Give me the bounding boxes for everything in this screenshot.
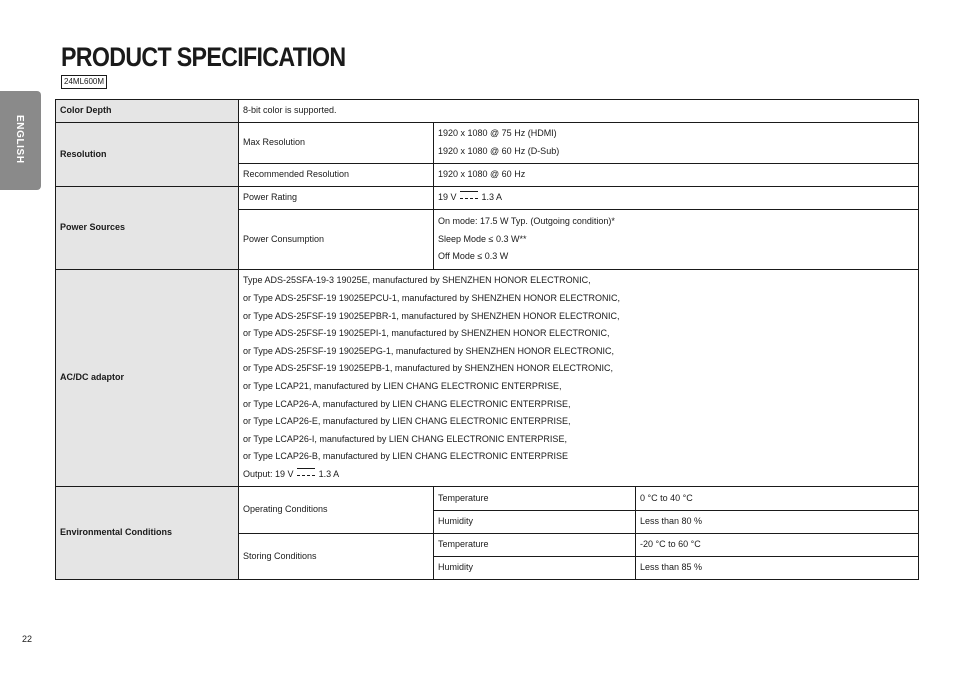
power-rating-label: Power Rating	[239, 187, 434, 210]
storing-temperature-value: -20 °C to 60 °C	[636, 534, 919, 557]
storing-humidity-label: Humidity	[434, 557, 636, 580]
operating-temperature-label: Temperature	[434, 487, 636, 511]
table-row-power-rating	[56, 187, 919, 210]
power-rating-voltage: 19 V	[438, 192, 457, 203]
power-sources-label: Power Sources	[56, 187, 239, 270]
max-resolution-label: Max Resolution	[239, 123, 434, 164]
table-row-max-resolution	[56, 123, 919, 164]
adaptor-line: or Type LCAP21, manufactured by LIEN CHANG ELECTRONIC ENTERPRISE,	[243, 381, 562, 391]
operating-humidity-value: Less than 80 %	[636, 511, 919, 534]
adaptor-line: or Type LCAP26-B, manufactured by LIEN CHANG ELECTRONIC ENTERPRISE	[243, 451, 568, 462]
adaptor-line: or Type ADS-25FSF-19 19025EPI-1, manufactured by SHENZHEN HONOR ELECTRONIC,	[243, 328, 610, 339]
adaptor-line: or Type ADS-25FSF-19 19025EPB-1, manufactured by SHENZHEN HONOR ELECTRONIC,	[243, 363, 613, 374]
adaptor-output	[243, 466, 914, 484]
max-resolution-dsub: 1920 x 1080 @ 60 Hz (D-Sub)	[438, 146, 560, 156]
model-badge: 24ML600M	[61, 75, 107, 89]
power-consumption-value	[434, 210, 919, 270]
ac-dc-adaptor-label: AC/DC adaptor	[56, 270, 239, 487]
adaptor-line: or Type LCAP26-A, manufactured by LIEN CHANG ELECTRONIC ENTERPRISE,	[243, 398, 571, 409]
adaptor-output-current: 1.3 A	[318, 468, 340, 479]
adaptor-line: or Type LCAP26-I, manufactured by LIEN CHANG ELECTRONIC ENTERPRISE,	[243, 433, 567, 444]
adaptor-output-voltage: Output: 19 V	[243, 468, 294, 479]
power-consumption-label: Power Consumption	[239, 210, 434, 270]
power-off-mode: Off Mode ≤ 0.3 W	[438, 251, 509, 262]
max-resolution-hdmi: 1920 x 1080 @ 75 Hz (HDMI)	[438, 128, 557, 139]
table-row-ac-dc-adaptor	[56, 270, 919, 487]
dc-symbol-icon	[297, 468, 315, 476]
power-on-mode: On mode: 17.5 W Typ. (Outgoing condition)*	[438, 216, 615, 227]
recommended-resolution-label: Recommended Resolution	[239, 164, 434, 187]
color-depth-value: 8-bit color is supported.	[239, 100, 919, 123]
adaptor-line: or Type ADS-25FSF-19 19025EPCU-1, manufactured by SHENZHEN HONOR ELECTRONIC,	[243, 293, 620, 304]
ac-dc-adaptor-value	[239, 270, 919, 487]
language-tab-label: ENGLISH	[14, 115, 25, 164]
adaptor-line: or Type LCAP26-E, manufactured by LIEN CHANG ELECTRONIC ENTERPRISE,	[243, 416, 571, 427]
recommended-resolution-value: 1920 x 1080 @ 60 Hz	[434, 164, 919, 187]
table-row-color-depth	[56, 100, 919, 123]
adaptor-line: or Type ADS-25FSF-19 19025EPBR-1, manufactured by SHENZHEN HONOR ELECTRONIC,	[243, 310, 620, 321]
language-tab	[0, 91, 41, 190]
operating-humidity-label: Humidity	[434, 511, 636, 534]
storing-humidity-value: Less than 85 %	[636, 557, 919, 580]
storing-temperature-label: Temperature	[434, 534, 636, 557]
dc-symbol-icon	[460, 191, 478, 199]
color-depth-label: Color Depth	[56, 100, 239, 123]
operating-conditions-label: Operating Conditions	[239, 487, 434, 534]
adaptor-line: or Type ADS-25FSF-19 19025EPG-1, manufactured by SHENZHEN HONOR ELECTRONIC,	[243, 345, 614, 356]
page-title: PRODUCT SPECIFICATION	[61, 42, 346, 72]
power-rating-current: 1.3 A	[481, 192, 503, 203]
adaptor-line: Type ADS-25SFA-19-3 19025E, manufactured by SHENZHEN HONOR ELECTRONIC,	[243, 275, 591, 286]
table-row-operating-temperature	[56, 487, 919, 511]
spec-table	[55, 99, 919, 580]
power-rating-value	[434, 187, 919, 210]
resolution-label: Resolution	[56, 123, 239, 187]
max-resolution-value	[434, 123, 919, 164]
environmental-label: Environmental Conditions	[56, 487, 239, 580]
power-sleep-mode: Sleep Mode ≤ 0.3 W**	[438, 233, 527, 244]
storing-conditions-label: Storing Conditions	[239, 534, 434, 580]
page-number: 22	[22, 634, 33, 644]
operating-temperature-value: 0 °C to 40 °C	[636, 487, 919, 511]
